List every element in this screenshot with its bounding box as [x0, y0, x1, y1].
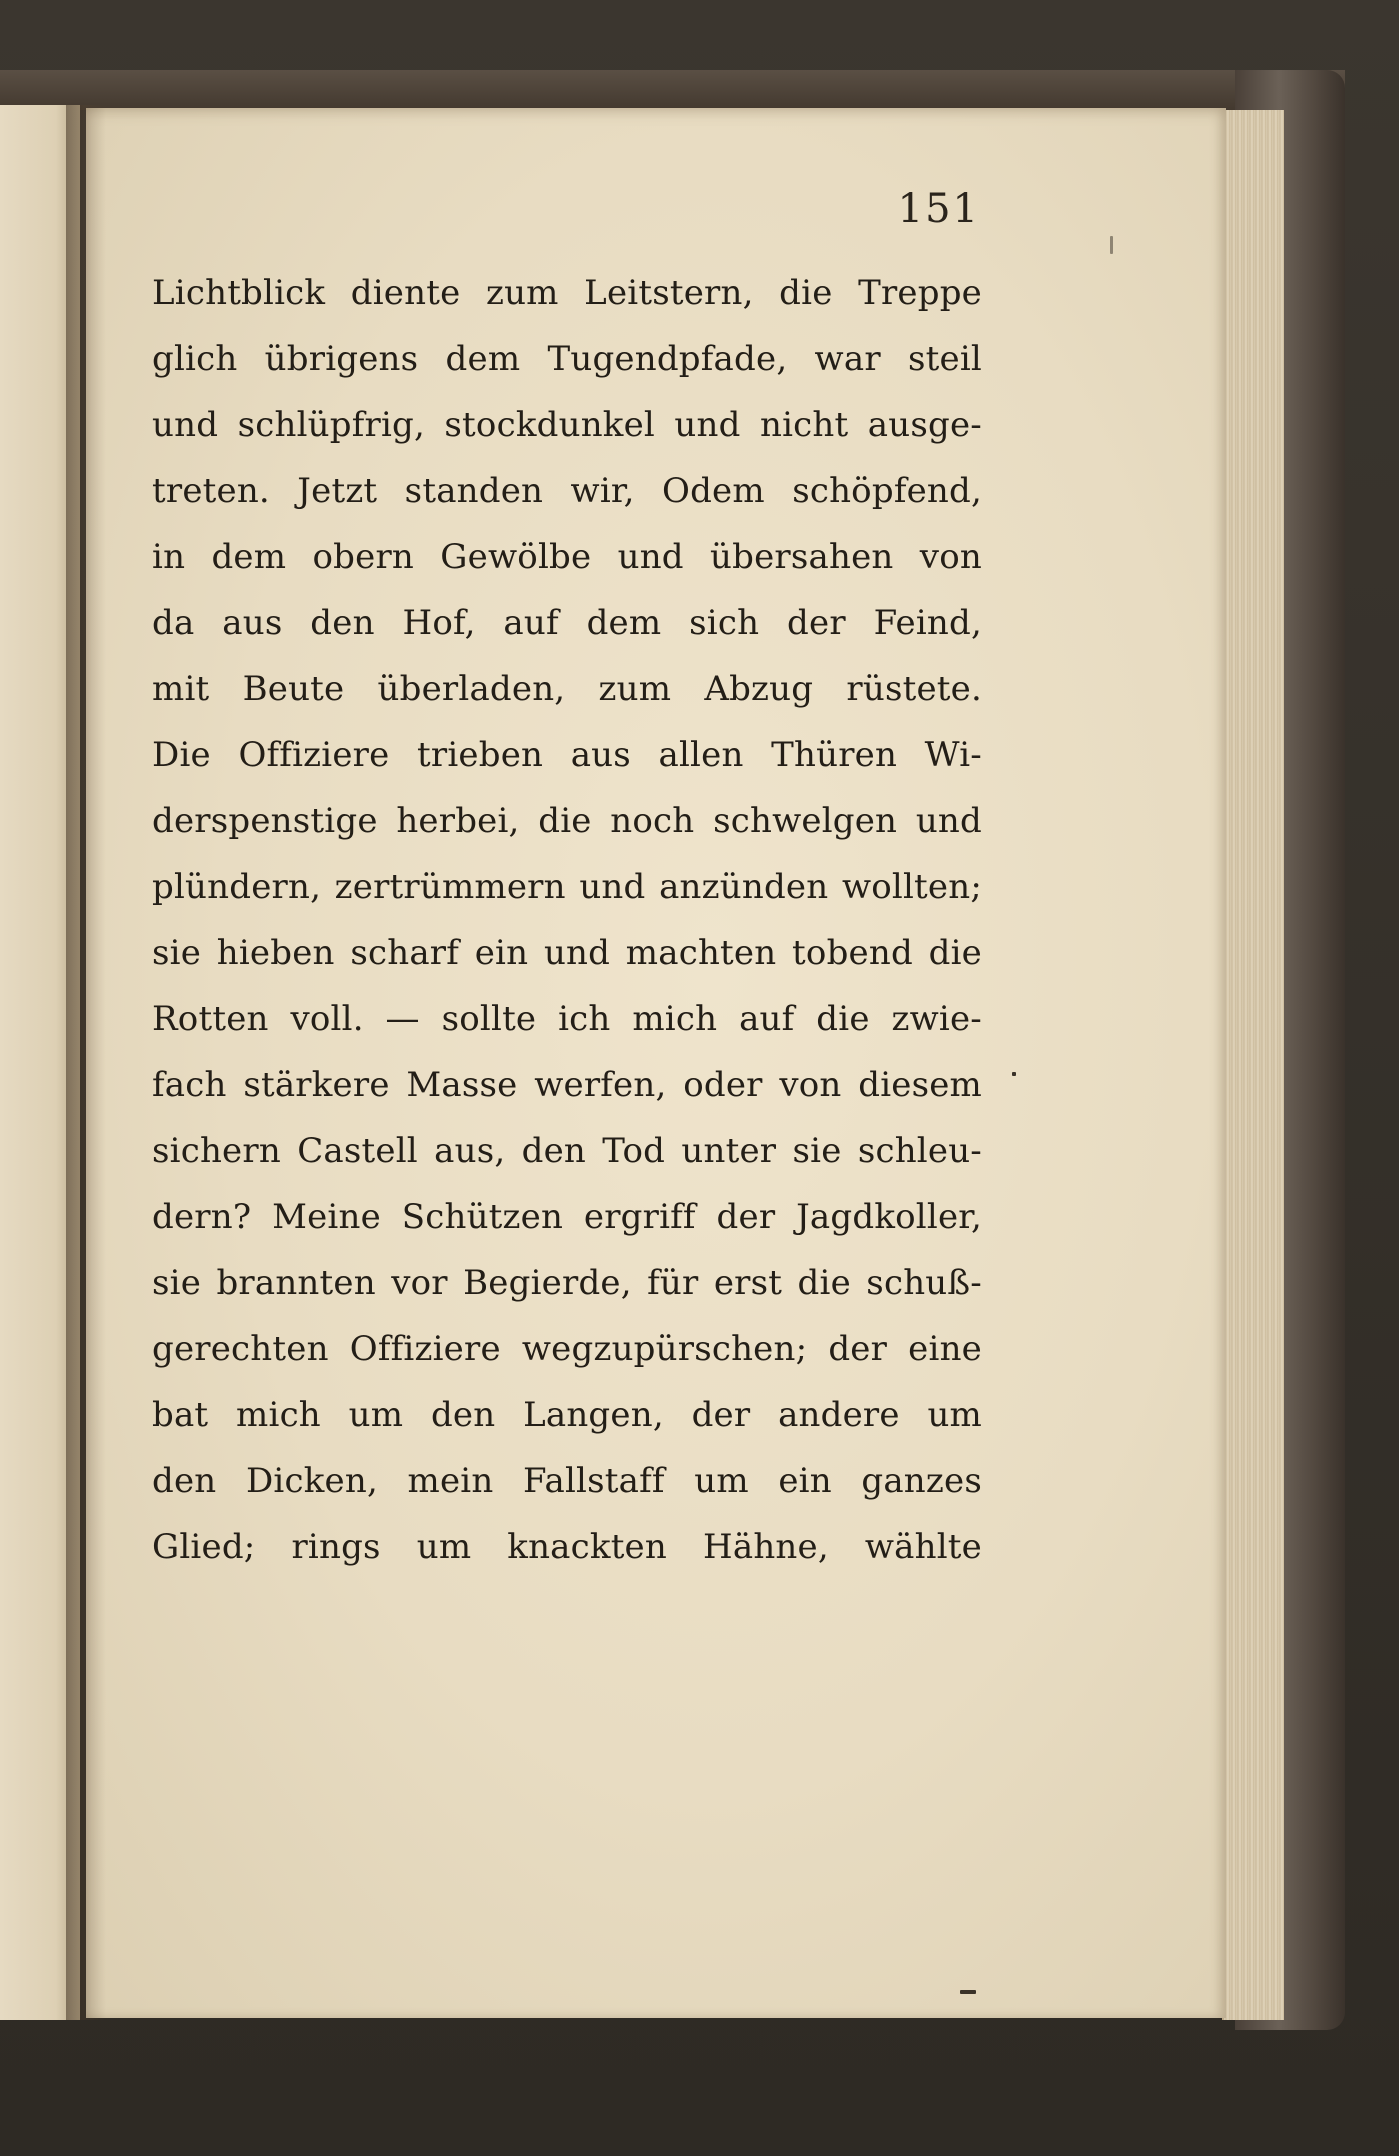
- text-line: den Dicken, mein Fallstaff um ein ganzes: [152, 1461, 982, 1501]
- page-text: [152, 260, 982, 1580]
- text-line: dern? Meine Schützen ergriff der Jagdkoller,: [152, 1197, 982, 1237]
- page-block-edge: [1222, 110, 1284, 2020]
- text-line: bat mich um den Langen, der andere um: [152, 1395, 982, 1435]
- book-cover-top-edge: [0, 70, 1345, 110]
- text-line: in dem obern Gewölbe und übersahen von: [152, 537, 982, 577]
- text-line: Glied; rings um knackten Hähne, wählte: [152, 1527, 982, 1567]
- text-line: glich übrigens dem Tugendpfade, war steil: [152, 339, 982, 379]
- text-line: und schlüpfrig, stockdunkel und nicht ausge-: [152, 405, 982, 445]
- text-line: sichern Castell aus, den Tod unter sie schleu-: [152, 1131, 982, 1171]
- text-line: plündern, zertrümmern und anzünden wollten;: [152, 867, 982, 907]
- paper-speck: [1110, 236, 1113, 254]
- text-line: derspenstige herbei, die noch schwelgen und: [152, 801, 982, 841]
- paper-speck: [1012, 1072, 1016, 1076]
- text-line: Rotten voll. — sollte ich mich auf die zwie-: [152, 999, 982, 1039]
- text-line: sie brannten vor Begierde, für erst die schuß-: [152, 1263, 982, 1303]
- text-line: da aus den Hof, auf dem sich der Feind,: [152, 603, 982, 643]
- text-line: fach stärkere Masse werfen, oder von diesem: [152, 1065, 982, 1105]
- text-line: mit Beute überladen, zum Abzug rüstete.: [152, 669, 982, 709]
- gutter-shadow: [66, 105, 106, 2020]
- text-line: Lichtblick diente zum Leitstern, die Treppe: [152, 273, 982, 313]
- text-line: Die Offiziere trieben aus allen Thüren Wi-: [152, 735, 982, 775]
- text-line: sie hieben scharf ein und machten tobend die: [152, 933, 982, 973]
- text-line: gerechten Offiziere wegzupürschen; der eine: [152, 1329, 982, 1369]
- page-number: 151: [897, 186, 980, 232]
- paper-speck: [960, 1990, 976, 1994]
- text-line: treten. Jetzt standen wir, Odem schöpfend,: [152, 471, 982, 511]
